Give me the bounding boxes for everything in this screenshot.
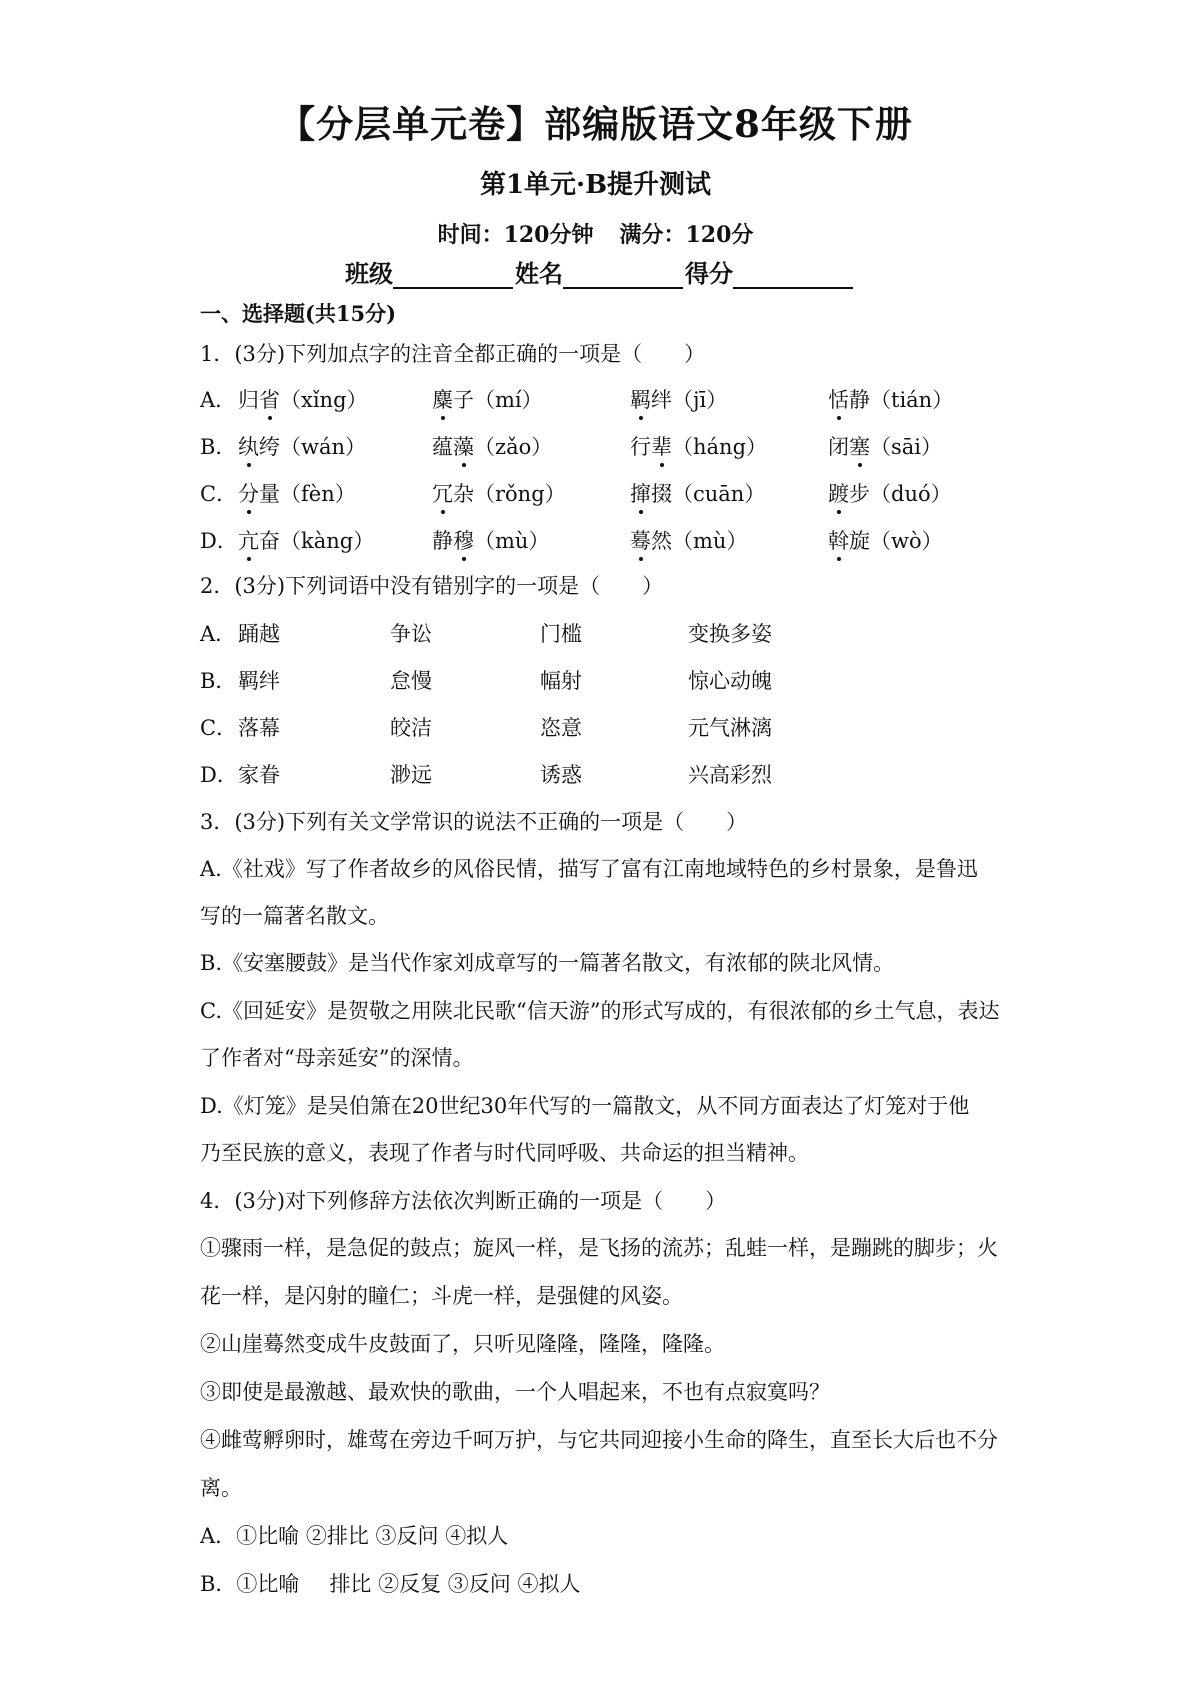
question-4-sentence-1-line2: 花一样，是闪射的瞳仁；斗虎一样，是强健的风姿。 xyxy=(200,1284,683,1308)
item-text-post: 掇（cuān） xyxy=(651,482,766,506)
question-3-option-a-line1: A.《社戏》写了作者故乡的风俗民情，描写了富有江南地域特色的乡村景象，是鲁迅 xyxy=(200,857,978,881)
dotted-character: 蓦 xyxy=(630,525,651,555)
full-score-info: 满分：120分 xyxy=(619,222,754,248)
dotted-character: 斡 xyxy=(828,525,849,555)
item-text-post: 步（duó） xyxy=(849,482,952,506)
question-4-sentence-4-line2: 离。 xyxy=(200,1476,242,1500)
option-item xyxy=(828,384,953,414)
time-info: 时间：120分钟 xyxy=(437,222,594,248)
option-word: 家眷 xyxy=(238,763,280,787)
dotted-character: 恬 xyxy=(828,384,849,414)
option-label: A． xyxy=(200,388,237,412)
dotted-character: 塞 xyxy=(849,431,870,461)
item-text-post: 奋（kàng） xyxy=(259,529,375,553)
name-label: 姓名 xyxy=(515,259,563,288)
item-text-post: 然（mù） xyxy=(651,529,748,553)
option-word: 幅射 xyxy=(540,669,582,693)
dotted-character: 麋 xyxy=(432,384,453,414)
option-item xyxy=(238,478,356,508)
dotted-character: 冗 xyxy=(432,478,453,508)
option-item xyxy=(238,384,368,414)
option-label: C． xyxy=(200,716,238,740)
dotted-character: 省 xyxy=(259,384,280,414)
question-3-option-d-line1: D.《灯笼》是吴伯箫在20世纪30年代写的一篇散文，从不同方面表达了灯笼对于他 xyxy=(200,1094,970,1118)
question-4-sentence-3: ③即使是最激越、最欢快的歌曲，一个人唱起来，不也有点寂寞吗？ xyxy=(200,1380,830,1404)
option-item xyxy=(432,478,566,508)
question-4-option-b-part1: B．①比喻 xyxy=(200,1572,300,1596)
question-4-option-a: A．①比喻 ②排比 ③反问 ④拟人 xyxy=(200,1524,509,1548)
option-word: 变换多姿 xyxy=(688,622,772,646)
item-text-post: 旋（wò） xyxy=(849,529,943,553)
option-word: 踊越 xyxy=(238,622,280,646)
item-text-post: 静（tián） xyxy=(849,388,954,412)
option-item xyxy=(432,431,552,461)
dotted-character: 羁 xyxy=(630,384,651,414)
option-item xyxy=(630,384,727,414)
option-label: C． xyxy=(200,482,238,506)
class-blank[interactable] xyxy=(393,261,513,289)
option-label: D． xyxy=(200,529,238,553)
option-item xyxy=(432,384,543,414)
question-3-option-b: B.《安塞腰鼓》是当代作家刘成章写的一篇著名散文，有浓郁的陕北风情。 xyxy=(200,951,895,975)
option-word: 恣意 xyxy=(540,716,582,740)
question-3-option-c-line1: C.《回延安》是贺敬之用陕北民歌“信天游”的形式写成的，有很浓郁的乡土气息，表达 xyxy=(200,999,1000,1023)
option-word: 渺远 xyxy=(390,763,432,787)
class-label: 班级 xyxy=(345,259,393,288)
dotted-character: 纨 xyxy=(238,431,259,461)
dotted-character: 藻 xyxy=(453,431,474,461)
page-title: 【分层单元卷】部编版语文8年级下册 xyxy=(278,102,913,146)
item-text-post: 绊（jī） xyxy=(651,388,728,412)
question-3-option-c-line2: 了作者对“母亲延安”的深情。 xyxy=(200,1046,474,1070)
student-info-line xyxy=(345,254,855,289)
question-1-option-row xyxy=(200,525,1000,555)
question-1-stem: 1．(3分)下列加点字的注音全都正确的一项是（ ） xyxy=(200,342,706,366)
question-2-option-row xyxy=(200,712,1000,742)
score-label: 得分 xyxy=(685,259,733,288)
option-item xyxy=(432,525,549,555)
time-score-line xyxy=(0,218,1191,249)
item-text-post: （háng） xyxy=(672,435,768,459)
option-word: 惊心动魄 xyxy=(688,669,772,693)
question-3-stem: 3．(3分)下列有关文学常识的说法不正确的一项是（ ） xyxy=(200,810,748,834)
question-4-option-b xyxy=(200,1568,1000,1598)
option-item xyxy=(238,525,374,555)
item-text-pre: 静 xyxy=(432,529,453,553)
item-text-pre: 闭 xyxy=(828,435,849,459)
question-1-option-row xyxy=(200,384,1000,414)
option-word: 元气淋漓 xyxy=(688,716,772,740)
option-word: 争讼 xyxy=(390,622,432,646)
dotted-character: 撺 xyxy=(630,478,651,508)
option-label: B． xyxy=(200,435,237,459)
item-text-pre: 归 xyxy=(238,388,259,412)
question-2-option-row xyxy=(200,759,1000,789)
question-4-option-b-part2: 排比 ②反复 ③反问 ④拟人 xyxy=(329,1572,581,1596)
option-item xyxy=(828,431,942,461)
question-1-option-row xyxy=(200,431,1000,461)
question-2-option-row xyxy=(200,665,1000,695)
option-item xyxy=(630,431,767,461)
name-blank[interactable] xyxy=(563,261,683,289)
item-text-post: （xǐng） xyxy=(280,388,368,412)
question-4-stem: 4．(3分)对下列修辞方法依次判断正确的一项是（ ） xyxy=(200,1189,727,1213)
option-word: 羁绊 xyxy=(238,669,280,693)
item-text-post: （mù） xyxy=(474,529,550,553)
question-2-stem: 2．(3分)下列词语中没有错别字的一项是（ ） xyxy=(200,574,664,598)
question-3-option-a-line2: 写的一篇著名散文。 xyxy=(200,904,389,928)
page-subtitle: 第1单元·B提升测试 xyxy=(479,170,712,200)
dotted-character: 踱 xyxy=(828,478,849,508)
question-1-option-row xyxy=(200,478,1000,508)
item-text-post: （sāi） xyxy=(870,435,943,459)
option-label: A． xyxy=(200,622,237,646)
option-label: B． xyxy=(200,669,237,693)
option-item xyxy=(828,478,952,508)
option-item xyxy=(238,431,366,461)
dotted-character: 亢 xyxy=(238,525,259,555)
option-word: 落幕 xyxy=(238,716,280,740)
option-word: 皎洁 xyxy=(390,716,432,740)
option-word: 诱惑 xyxy=(540,763,582,787)
option-item xyxy=(828,525,943,555)
option-label: D． xyxy=(200,763,238,787)
item-text-post: 绔（wán） xyxy=(259,435,367,459)
option-word: 门槛 xyxy=(540,622,582,646)
item-text-post: 杂（rǒng） xyxy=(453,482,566,506)
option-word: 兴高彩烈 xyxy=(688,763,772,787)
dotted-character: 分 xyxy=(238,478,259,508)
score-blank[interactable] xyxy=(733,261,853,289)
question-4-sentence-2: ②山崖蓦然变成牛皮鼓面了，只听见隆隆，隆隆，隆隆。 xyxy=(200,1332,725,1356)
section-title: 一、选择题(共15分) xyxy=(200,301,397,326)
option-item xyxy=(630,525,747,555)
dotted-character: 穆 xyxy=(453,525,474,555)
dotted-character: 辈 xyxy=(651,431,672,461)
question-3-option-d-line2: 乃至民族的意义，表现了作者与时代同呼吸、共命运的担当精神。 xyxy=(200,1141,809,1165)
option-word: 怠慢 xyxy=(390,669,432,693)
question-2-option-row xyxy=(200,618,1000,648)
item-text-post: （zǎo） xyxy=(474,435,553,459)
item-text-post: 量（fèn） xyxy=(259,482,356,506)
question-4-sentence-1-line1: ①骤雨一样，是急促的鼓点；旋风一样，是飞扬的流苏；乱蛙一样，是蹦跳的脚步；火 xyxy=(200,1236,998,1260)
question-4-sentence-4-line1: ④雌莺孵卵时，雄莺在旁边千呵万护，与它共同迎接小生命的降生，直至长大后也不分 xyxy=(200,1428,998,1452)
item-text-post: 子（mí） xyxy=(453,388,543,412)
item-text-pre: 行 xyxy=(630,435,651,459)
item-text-pre: 蕴 xyxy=(432,435,453,459)
option-item xyxy=(630,478,765,508)
